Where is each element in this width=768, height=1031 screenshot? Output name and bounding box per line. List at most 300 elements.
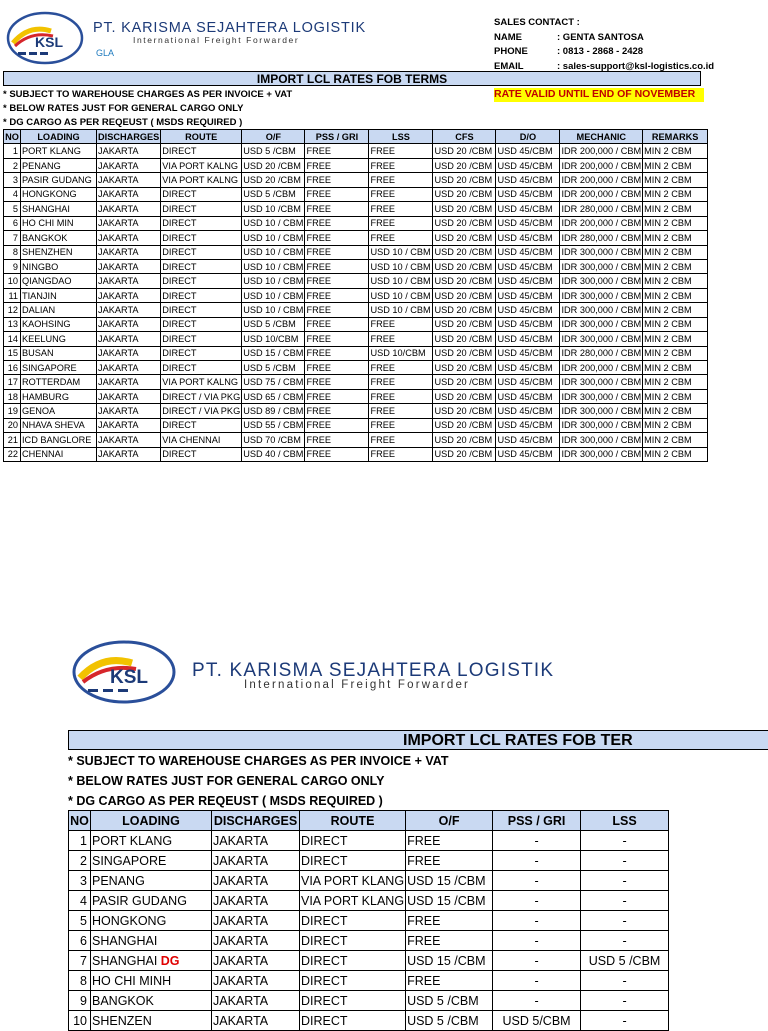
table-cell: MIN 2 CBM xyxy=(643,317,708,331)
table-cell: JAKARTA xyxy=(97,303,161,317)
table-cell: - xyxy=(581,891,669,911)
table-cell: USD 20 /CBM xyxy=(242,158,305,172)
table-cell: USD 40 / CBM xyxy=(242,447,305,461)
table-cell: DIRECT xyxy=(161,231,242,245)
table-row xyxy=(4,447,708,461)
row-number: 13 xyxy=(4,317,21,331)
table-cell: DIRECT xyxy=(161,274,242,288)
table-cell: KEELUNG xyxy=(21,332,97,346)
table-cell: FREE xyxy=(305,389,369,403)
table-cell: IDR 200,000 / CBM xyxy=(560,187,643,201)
table-cell: USD 10 / CBM xyxy=(369,303,433,317)
table-cell: USD 15 /CBM xyxy=(406,871,493,891)
table-cell: CHENNAI xyxy=(21,447,97,461)
table-cell: JAKARTA xyxy=(212,871,300,891)
table-cell: HONGKONG xyxy=(21,187,97,201)
table-row xyxy=(69,871,669,891)
table-cell: FREE xyxy=(369,375,433,389)
table-cell: MIN 2 CBM xyxy=(643,187,708,201)
table-row xyxy=(69,911,669,931)
row-number: 2 xyxy=(69,851,91,871)
column-header: ROUTE xyxy=(300,811,406,831)
table-cell: NHAVA SHEVA xyxy=(21,418,97,432)
table-cell: USD 45/CBM xyxy=(496,259,560,273)
table-cell: DIRECT xyxy=(300,931,406,951)
table-cell: JAKARTA xyxy=(97,418,161,432)
table-cell: JAKARTA xyxy=(97,375,161,389)
table-cell: USD 45/CBM xyxy=(496,202,560,216)
name-label: NAME xyxy=(494,31,522,43)
table-cell: HO CHI MIN xyxy=(21,216,97,230)
table-cell: USD 10 / CBM xyxy=(242,288,305,302)
table-row xyxy=(69,971,669,991)
table-cell: USD 20 /CBM xyxy=(433,274,496,288)
table-cell: MIN 2 CBM xyxy=(643,202,708,216)
table-cell: DIRECT xyxy=(161,332,242,346)
table-row xyxy=(4,404,708,418)
table-cell: BANGKOK xyxy=(21,231,97,245)
note: * DG CARGO AS PER REQEUST ( MSDS REQUIRED ) xyxy=(3,117,243,128)
table-cell: USD 20 /CBM xyxy=(433,303,496,317)
table-cell: DALIAN xyxy=(21,303,97,317)
table-cell: IDR 300,000 / CBM xyxy=(560,447,643,461)
table-cell: FREE xyxy=(305,259,369,273)
table-cell: USD 45/CBM xyxy=(496,361,560,375)
table-cell: DIRECT xyxy=(300,1011,406,1031)
table-cell: JAKARTA xyxy=(97,158,161,172)
table-cell: VIA PORT KLANG xyxy=(300,891,406,911)
rate-validity-note: RATE VALID UNTIL END OF NOVEMBER xyxy=(494,88,704,102)
table-cell: USD 10 / CBM xyxy=(242,274,305,288)
table-cell: FREE xyxy=(305,317,369,331)
company-name: PT. KARISMA SEJAHTERA LOGISTIK xyxy=(192,660,555,681)
table-cell: JAKARTA xyxy=(97,332,161,346)
table-row xyxy=(4,375,708,389)
table-cell: USD 89 / CBM xyxy=(242,404,305,418)
loading-port: SHANGHAI xyxy=(92,953,158,968)
row-number: 6 xyxy=(69,931,91,951)
table-cell: IDR 300,000 / CBM xyxy=(560,317,643,331)
column-header: O/F xyxy=(406,811,493,831)
table-cell: - xyxy=(493,851,581,871)
table-cell: MIN 2 CBM xyxy=(643,346,708,360)
notes xyxy=(68,751,449,811)
svg-text:KSL: KSL xyxy=(35,34,63,50)
table-cell: DIRECT xyxy=(161,245,242,259)
table-cell: USD 10 / CBM xyxy=(242,303,305,317)
table-cell: USD 45/CBM xyxy=(496,375,560,389)
table-cell: FREE xyxy=(369,202,433,216)
table-cell: PENANG xyxy=(21,158,97,172)
table-cell: JAKARTA xyxy=(97,389,161,403)
table-cell: FREE xyxy=(305,303,369,317)
row-number: 10 xyxy=(4,274,21,288)
table-cell: USD 20 /CBM xyxy=(433,447,496,461)
table-row xyxy=(4,216,708,230)
phone-label: PHONE xyxy=(494,46,528,57)
gla-badge: GLA xyxy=(96,48,115,58)
table-row xyxy=(4,274,708,288)
table-cell: USD 45/CBM xyxy=(496,288,560,302)
table-cell: DIRECT xyxy=(161,361,242,375)
table-cell: MIN 2 CBM xyxy=(643,375,708,389)
table-cell: USD 10 / CBM xyxy=(242,231,305,245)
table-cell: SHANGHAI xyxy=(21,202,97,216)
table-cell: JAKARTA xyxy=(97,231,161,245)
table-cell: FREE xyxy=(369,404,433,418)
table-cell: IDR 300,000 / CBM xyxy=(560,433,643,447)
table-cell: JAKARTA xyxy=(212,971,300,991)
table-row xyxy=(4,346,708,360)
table-cell: IDR 300,000 / CBM xyxy=(560,303,643,317)
table-cell: GENOA xyxy=(21,404,97,418)
row-number: 21 xyxy=(4,433,21,447)
table-row xyxy=(4,231,708,245)
table-cell: DIRECT xyxy=(300,971,406,991)
table-row xyxy=(69,1011,669,1031)
table-cell: IDR 200,000 / CBM xyxy=(560,144,643,158)
table-cell: VIA PORT KALNG xyxy=(161,375,242,389)
table-cell: FREE xyxy=(369,418,433,432)
row-number: 5 xyxy=(4,202,21,216)
table-cell: USD 20 /CBM xyxy=(433,332,496,346)
table-cell: VIA PORT KALNG xyxy=(161,173,242,187)
column-header: LOADING xyxy=(21,130,97,144)
table-cell: MIN 2 CBM xyxy=(643,158,708,172)
row-number: 7 xyxy=(69,951,91,971)
row-number: 6 xyxy=(4,216,21,230)
table-cell: USD 20 /CBM xyxy=(433,346,496,360)
table-row xyxy=(69,991,669,1011)
sheet-title: IMPORT LCL RATES FOB TERMS xyxy=(3,71,701,86)
table-cell: IDR 200,000 / CBM xyxy=(560,158,643,172)
note: * SUBJECT TO WAREHOUSE CHARGES AS PER INVOICE + VAT xyxy=(3,89,293,100)
table-cell: JAKARTA xyxy=(97,274,161,288)
table-cell: USD 10 / CBM xyxy=(369,274,433,288)
table-cell: USD 10 /CBM xyxy=(242,202,305,216)
column-header: NO xyxy=(69,811,91,831)
table-cell: PASIR GUDANG xyxy=(91,891,212,911)
row-number: 11 xyxy=(4,288,21,302)
row-number: 22 xyxy=(4,447,21,461)
table-cell: MIN 2 CBM xyxy=(643,259,708,273)
table-cell: IDR 300,000 / CBM xyxy=(560,389,643,403)
table-cell: DIRECT xyxy=(161,259,242,273)
table-cell: FREE xyxy=(369,361,433,375)
table-cell: IDR 200,000 / CBM xyxy=(560,173,643,187)
table-cell: IDR 300,000 / CBM xyxy=(560,245,643,259)
row-number: 15 xyxy=(4,346,21,360)
table-cell: FREE xyxy=(369,158,433,172)
table-cell: FREE xyxy=(369,389,433,403)
table-cell: USD 5 /CBM xyxy=(406,991,493,1011)
table-cell: DIRECT xyxy=(300,951,406,971)
notes xyxy=(3,88,292,130)
table-cell: FREE xyxy=(406,851,493,871)
table-row xyxy=(69,931,669,951)
table-cell: - xyxy=(581,871,669,891)
table-cell: PENANG xyxy=(91,871,212,891)
table-row xyxy=(4,361,708,375)
row-number: 3 xyxy=(69,871,91,891)
note: * SUBJECT TO WAREHOUSE CHARGES AS PER INVOICE + VAT xyxy=(68,754,449,768)
table-cell: DIRECT xyxy=(161,144,242,158)
row-number: 19 xyxy=(4,404,21,418)
column-header: MECHANIC xyxy=(560,130,643,144)
note: * BELOW RATES JUST FOR GENERAL CARGO ONLY xyxy=(3,103,244,114)
email-label: EMAIL xyxy=(494,60,524,72)
table-cell: SINGAPORE xyxy=(21,361,97,375)
table-cell: FREE xyxy=(369,144,433,158)
table-cell: USD 45/CBM xyxy=(496,274,560,288)
table-cell: USD 45/CBM xyxy=(496,216,560,230)
table-cell: MIN 2 CBM xyxy=(643,144,708,158)
table-cell: - xyxy=(493,991,581,1011)
table-cell: USD 10 / CBM xyxy=(369,259,433,273)
table-cell: IDR 280,000 / CBM xyxy=(560,202,643,216)
table-cell: USD 20 /CBM xyxy=(433,231,496,245)
table-cell: DIRECT xyxy=(161,346,242,360)
table-row xyxy=(4,303,708,317)
table-cell: USD 45/CBM xyxy=(496,245,560,259)
column-header: CFS xyxy=(433,130,496,144)
table-cell: FREE xyxy=(369,433,433,447)
table-row xyxy=(4,418,708,432)
table-cell: USD 45/CBM xyxy=(496,231,560,245)
note: * BELOW RATES JUST FOR GENERAL CARGO ONLY xyxy=(68,774,385,788)
table-cell: JAKARTA xyxy=(97,202,161,216)
table-row xyxy=(4,158,708,172)
table-cell: USD 20 /CBM xyxy=(433,404,496,418)
table-cell: JAKARTA xyxy=(97,216,161,230)
table-cell: USD 20 /CBM xyxy=(433,144,496,158)
table-cell: FREE xyxy=(369,332,433,346)
table-cell: FREE xyxy=(305,288,369,302)
column-header: LOADING xyxy=(91,811,212,831)
table-cell: FREE xyxy=(305,274,369,288)
table-cell: USD 20 /CBM xyxy=(433,317,496,331)
table-cell: IDR 300,000 / CBM xyxy=(560,404,643,418)
table-cell: JAKARTA xyxy=(97,361,161,375)
table-cell: USD 20 /CBM xyxy=(433,375,496,389)
table-cell: USD 10 / CBM xyxy=(369,288,433,302)
table-cell: DIRECT xyxy=(161,187,242,201)
svg-text:KSL: KSL xyxy=(110,667,148,688)
column-header: ROUTE xyxy=(161,130,242,144)
table-cell: USD 45/CBM xyxy=(496,346,560,360)
table-cell: JAKARTA xyxy=(212,951,300,971)
table-cell: USD 5/CBM xyxy=(493,1011,581,1031)
table-cell: USD 20 /CBM xyxy=(433,216,496,230)
table-cell: USD 45/CBM xyxy=(496,158,560,172)
table-cell: FREE xyxy=(305,144,369,158)
table-cell: MIN 2 CBM xyxy=(643,216,708,230)
table-cell: JAKARTA xyxy=(212,931,300,951)
table-cell: - xyxy=(581,971,669,991)
table-cell: USD 45/CBM xyxy=(496,303,560,317)
phone-value: : 0813 - 2868 - 2428 xyxy=(557,46,644,57)
row-number: 5 xyxy=(69,911,91,931)
table-cell: USD 20 /CBM xyxy=(433,389,496,403)
table-cell: VIA CHENNAI xyxy=(161,433,242,447)
table-cell: FREE xyxy=(305,245,369,259)
table-cell: BANGKOK xyxy=(91,991,212,1011)
table-cell: ICD BANGLORE xyxy=(21,433,97,447)
table-cell: USD 20 /CBM xyxy=(433,418,496,432)
table-cell: USD 15 /CBM xyxy=(406,891,493,911)
table-cell: MIN 2 CBM xyxy=(643,231,708,245)
table-cell: ROTTERDAM xyxy=(21,375,97,389)
table-cell: JAKARTA xyxy=(97,447,161,461)
table-cell: JAKARTA xyxy=(97,245,161,259)
table-cell: FREE xyxy=(305,447,369,461)
table-cell: DIRECT xyxy=(161,447,242,461)
table-cell: - xyxy=(581,851,669,871)
table-cell: FREE xyxy=(305,433,369,447)
column-header: DISCHARGES xyxy=(212,811,300,831)
row-number: 4 xyxy=(69,891,91,911)
column-header: DISCHARGES xyxy=(97,130,161,144)
row-number: 2 xyxy=(4,158,21,172)
row-number: 4 xyxy=(4,187,21,201)
table-cell: FREE xyxy=(369,216,433,230)
table-cell: JAKARTA xyxy=(97,346,161,360)
table-cell: FREE xyxy=(305,346,369,360)
table-cell: DIRECT xyxy=(161,303,242,317)
table-cell: JAKARTA xyxy=(212,991,300,1011)
table-cell: USD 5 /CBM xyxy=(242,361,305,375)
table-cell: - xyxy=(493,931,581,951)
table-row xyxy=(69,891,669,911)
table-cell: FREE xyxy=(305,332,369,346)
table-cell: PORT KLANG xyxy=(91,831,212,851)
table-cell: USD 10 / CBM xyxy=(369,245,433,259)
table-cell: USD 65 / CBM xyxy=(242,389,305,403)
row-number: 14 xyxy=(4,332,21,346)
table-cell: MIN 2 CBM xyxy=(643,173,708,187)
table-cell: FREE xyxy=(305,361,369,375)
table-cell: FREE xyxy=(305,404,369,418)
sheet-title xyxy=(68,730,768,750)
table-row xyxy=(4,433,708,447)
table-cell: JAKARTA xyxy=(97,259,161,273)
table-cell: PORT KLANG xyxy=(21,144,97,158)
table-cell: HAMBURG xyxy=(21,389,97,403)
table-cell: - xyxy=(493,891,581,911)
row-number: 9 xyxy=(4,259,21,273)
company-subtitle: International Freight Forwarder xyxy=(133,35,300,45)
row-number: 7 xyxy=(4,231,21,245)
table-cell: USD 5 /CBM xyxy=(242,187,305,201)
column-header: LSS xyxy=(369,130,433,144)
table-row xyxy=(69,951,669,971)
table-cell: JAKARTA xyxy=(97,317,161,331)
table-cell: IDR 200,000 / CBM xyxy=(560,216,643,230)
table-cell: TIANJIN xyxy=(21,288,97,302)
table-row xyxy=(69,851,669,871)
table-cell: HONGKONG xyxy=(91,911,212,931)
table-cell: USD 45/CBM xyxy=(496,332,560,346)
table-cell: USD 55 / CBM xyxy=(242,418,305,432)
table-cell: FREE xyxy=(305,158,369,172)
email-value: : sales-support@ksl-logistics.co.id xyxy=(557,60,715,72)
table-cell: IDR 300,000 / CBM xyxy=(560,259,643,273)
table-cell: FREE xyxy=(369,447,433,461)
table-cell: JAKARTA xyxy=(97,404,161,418)
table-row xyxy=(4,144,708,158)
table-cell: USD 10 / CBM xyxy=(242,216,305,230)
table-cell: MIN 2 CBM xyxy=(643,447,708,461)
table-cell: SHENZHEN xyxy=(21,245,97,259)
row-number: 16 xyxy=(4,361,21,375)
table-cell: IDR 300,000 / CBM xyxy=(560,332,643,346)
sheet-title-text: IMPORT LCL RATES FOB TER xyxy=(403,732,633,749)
table-cell: JAKARTA xyxy=(97,187,161,201)
table-cell: DIRECT / VIA PKG xyxy=(161,389,242,403)
table-cell: USD 45/CBM xyxy=(496,187,560,201)
table-cell: USD 20 /CBM xyxy=(433,245,496,259)
table-cell: USD 5 /CBM xyxy=(581,951,669,971)
table-cell: BUSAN xyxy=(21,346,97,360)
table-cell: DIRECT xyxy=(300,831,406,851)
note: * DG CARGO AS PER REQEUST ( MSDS REQUIRED ) xyxy=(68,794,383,808)
table-cell: - xyxy=(493,971,581,991)
rates-table xyxy=(68,810,669,1031)
row-number: 18 xyxy=(4,389,21,403)
table-cell: MIN 2 CBM xyxy=(643,389,708,403)
table-cell: JAKARTA xyxy=(212,911,300,931)
table-cell: USD 45/CBM xyxy=(496,447,560,461)
table-row xyxy=(4,317,708,331)
table-cell: SHENZEN xyxy=(91,1011,212,1031)
table-cell: JAKARTA xyxy=(212,831,300,851)
table-cell: SHANGHAI xyxy=(91,931,212,951)
table-cell: JAKARTA xyxy=(212,891,300,911)
sales-contact xyxy=(494,16,714,74)
name-value: : GENTA SANTOSA xyxy=(557,31,644,43)
table-cell: VIA PORT KALNG xyxy=(161,158,242,172)
table-cell: IDR 300,000 / CBM xyxy=(560,418,643,432)
column-header: D/O xyxy=(496,130,560,144)
row-number: 20 xyxy=(4,418,21,432)
row-number: 9 xyxy=(69,991,91,1011)
table-cell: USD 45/CBM xyxy=(496,418,560,432)
table-cell: IDR 300,000 / CBM xyxy=(560,375,643,389)
table-cell: JAKARTA xyxy=(97,173,161,187)
table-row xyxy=(4,389,708,403)
table-cell: USD 20 /CBM xyxy=(433,288,496,302)
column-header: LSS xyxy=(581,811,669,831)
ksl-logo-top xyxy=(5,10,85,66)
table-cell: FREE xyxy=(305,202,369,216)
table-cell: IDR 200,000 / CBM xyxy=(560,361,643,375)
ksl-logo-bottom xyxy=(70,638,180,706)
row-number: 8 xyxy=(4,245,21,259)
table-cell: HO CHI MINH xyxy=(91,971,212,991)
table-cell: USD 45/CBM xyxy=(496,173,560,187)
table-cell: JAKARTA xyxy=(97,144,161,158)
sales-contact-heading: SALES CONTACT : xyxy=(494,17,580,28)
table-cell: DIRECT xyxy=(300,911,406,931)
table-cell: USD 20 /CBM xyxy=(242,173,305,187)
column-header: REMARKS xyxy=(643,130,708,144)
table-cell: USD 20 /CBM xyxy=(433,202,496,216)
table-cell: DIRECT xyxy=(300,991,406,1011)
table-cell: JAKARTA xyxy=(97,433,161,447)
table-cell: - xyxy=(581,991,669,1011)
table-cell: USD 10/CBM xyxy=(242,332,305,346)
table-cell: USD 5 /CBM xyxy=(242,317,305,331)
